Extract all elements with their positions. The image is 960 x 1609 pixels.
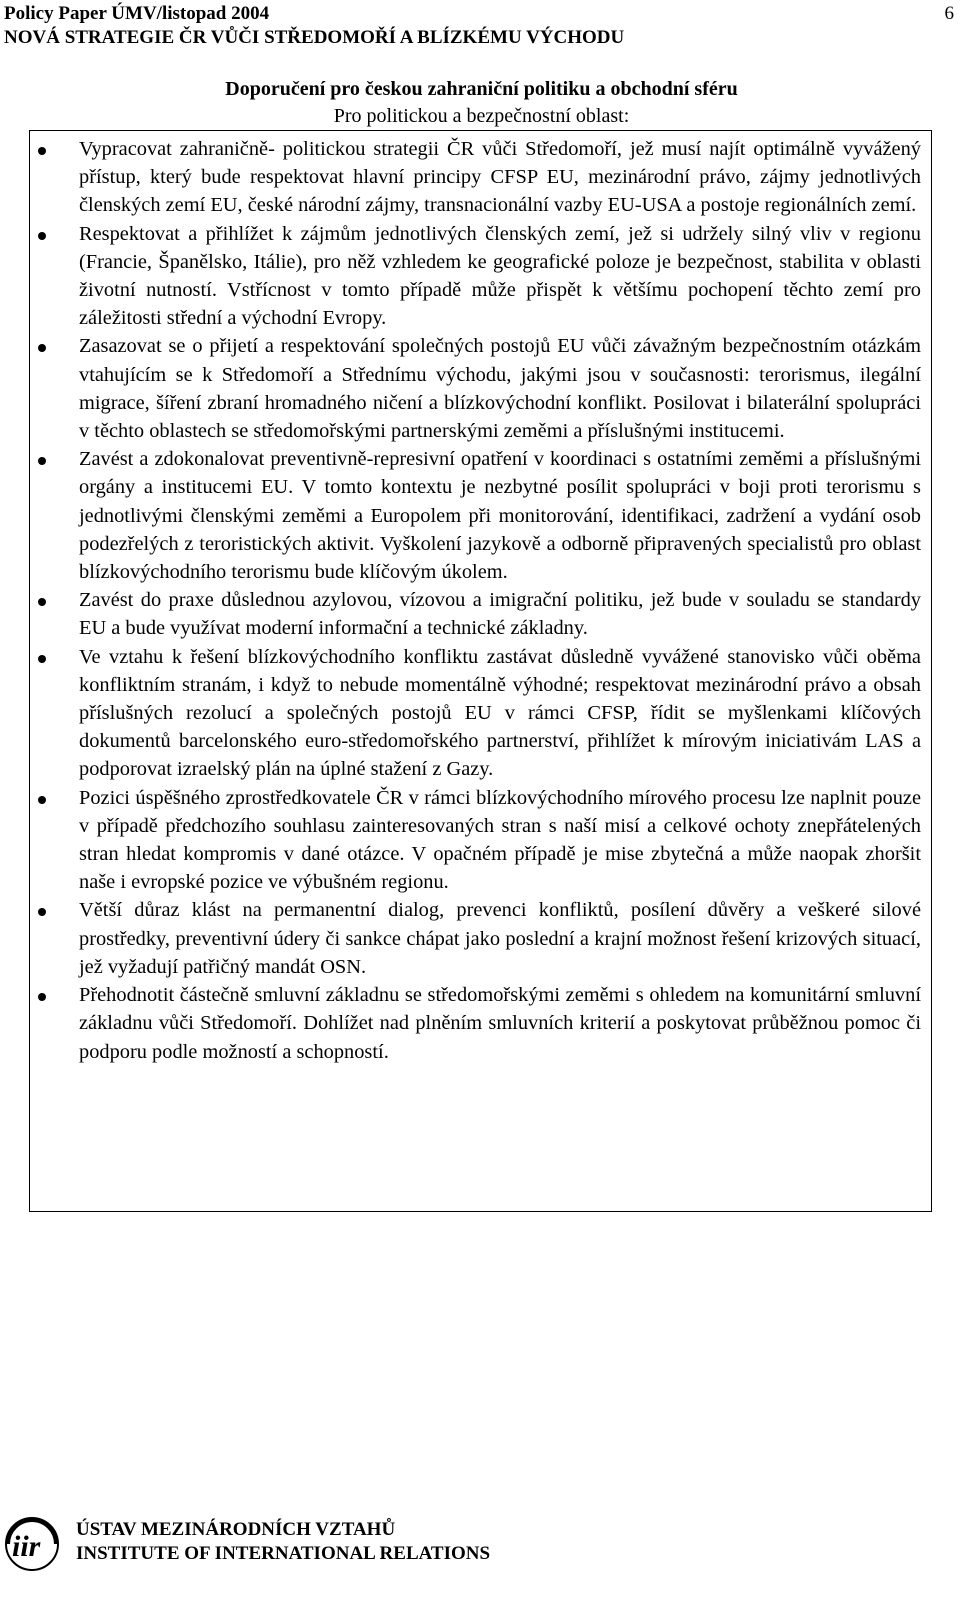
list-item-text: Zavést do praxe důslednou azylovou, vízovou a imigrační politiku, jež bude v souladu se standardy EU a bude využívat moderní informační a technické základny.	[79, 589, 921, 640]
list-item	[79, 135, 921, 220]
list-item-text: Respektovat a přihlížet k zájmům jednotlivých členských zemí, jež si udržely silný vliv v regionu (Francie, Španělsko, Itálie), pro něž vzhledem ke geografické poloze je bezpečnost, stabilita v oblasti životní nutností. Vstřícnost v tomto případě může přispět k většímu pochopení těchto zemí pro záležitosti střední a východní Evropy.	[79, 222, 921, 330]
list-item-text: Větší důraz klást na permanentní dialog, prevenci konfliktů, posílení důvěry a veškeré silové prostředky, preventivní údery či sankce chápat jako poslední a krajní možnost řešení krizových situací, jež vyžadují patřičný mandát OSN.	[79, 899, 921, 978]
page-header	[4, 2, 954, 50]
recommendations-box	[29, 130, 932, 1212]
bullet-icon	[38, 232, 46, 240]
list-item-text: Zasazovat se o přijetí a respektování společných postojů EU vůči závažným bezpečnostním otázkám vtahujícím se k Středomoří a Střednímu východu, jakými jsou v současnosti: terorismus, ilegální migrace, šíření zbraní hromadného ničení a blízkovýchodní konflikt. Posilovat i bilaterální spolupráci v těchto oblastech se středomořskými partnerskými zeměmi a příslušnými institucemi.	[79, 335, 921, 443]
bullet-icon	[38, 796, 46, 804]
header-paper-title: Policy Paper ÚMV/listopad 2004	[4, 3, 270, 24]
list-item-text: Přehodnotit částečně smluvní základnu se středomořskými zeměmi s ohledem na komunitární smluvní základnu vůči Středomoří. Dohlížet nad plněním smluvních kriterií a poskytovat průběžnou pomoc či podporu podle možností a schopností.	[79, 984, 921, 1063]
footer-institute-cz: ÚSTAV MEZINÁRODNÍCH VZTAHŮ	[76, 1519, 396, 1540]
page-number: 6	[944, 3, 954, 24]
section-subtitle: Pro politickou a bezpečnostní oblast:	[333, 105, 630, 127]
list-item-text: Ve vztahu k řešení blízkovýchodního konfliktu zastávat důsledně vyvážené stanovisko vůči oběma konfliktním stranám, i když to nebude momentálně výhodné; respektovat mezinárodní právo a obsah příslušných rezolucí a společných postojů EU v rámci CFSP, řídit se myšlenkami klíčových dokumentů barcelonského euro-středomořského partnerství, přihlížet k mírovým iniciativám LAS a podporovat izraelský plán na úplné stažení z Gazy.	[79, 645, 921, 781]
header-paper-subtitle: NOVÁ STRATEGIE ČR VŮČI STŘEDOMOŘÍ A BLÍZKÉMU VÝCHODU	[4, 27, 625, 48]
list-item	[79, 643, 921, 784]
list-item	[79, 981, 921, 1066]
list-item	[79, 896, 921, 981]
bullet-icon	[38, 457, 46, 465]
bullet-icon	[38, 598, 46, 606]
bullet-icon	[38, 147, 46, 155]
bullet-icon	[38, 908, 46, 916]
list-item-text: Zavést a zdokonalovat preventivně-represivní opatření v koordinaci s ostatními zeměmi a příslušnými orgány a institucemi EU. V tomto kontextu je nezbytné posílit spolupráci v boji proti terorismu s jednotlivými členskými zeměmi a Europolem při monitorování, identifikaci, zadržení a vydání osob podezřelých z teroristických aktivit. Vyškolení jazykově a odborně připravených specialistů pro oblast blízkovýchodního terorismu bude klíčovým úkolem.	[79, 448, 921, 584]
institute-logo	[2, 1512, 68, 1572]
section-title: Doporučení pro českou zahraniční politiku a obchodní sféru	[225, 78, 738, 100]
recommendations-list	[30, 131, 931, 1066]
list-item	[79, 445, 921, 586]
list-item	[79, 784, 921, 897]
list-item-text: Vypracovat zahraničně- politickou strategii ČR vůči Středomoří, jež musí najít optimálně vyvážený přístup, který bude respektovat hlavní principy CFSP EU, mezinárodní právo, zájmy jednotlivých členských zemí EU, české národní zájmy, transnacionální vazby EU-USA a postoje regionálních zemí.	[79, 138, 921, 217]
bullet-icon	[38, 993, 46, 1001]
list-item	[79, 586, 921, 642]
bullet-icon	[38, 344, 46, 352]
footer-institute-en: INSTITUTE OF INTERNATIONAL RELATIONS	[76, 1543, 491, 1564]
page-footer	[0, 1508, 960, 1608]
svg-text:iir: iir	[12, 1530, 41, 1563]
list-item-text: Pozici úspěšného zprostředkovatele ČR v rámci blízkovýchodního mírového procesu lze naplnit pouze v případě předchozího souhlasu zainteresovaných stran s naší misí a celkové ochoty znepřátelených stran hledat kompromis v dané otázce. V opačném případě je mise zbytečná a může naopak zhoršit naše i evropské pozice ve výbušném regionu.	[79, 786, 921, 894]
bullet-icon	[38, 655, 46, 663]
list-item	[79, 220, 921, 333]
list-item	[79, 332, 921, 445]
